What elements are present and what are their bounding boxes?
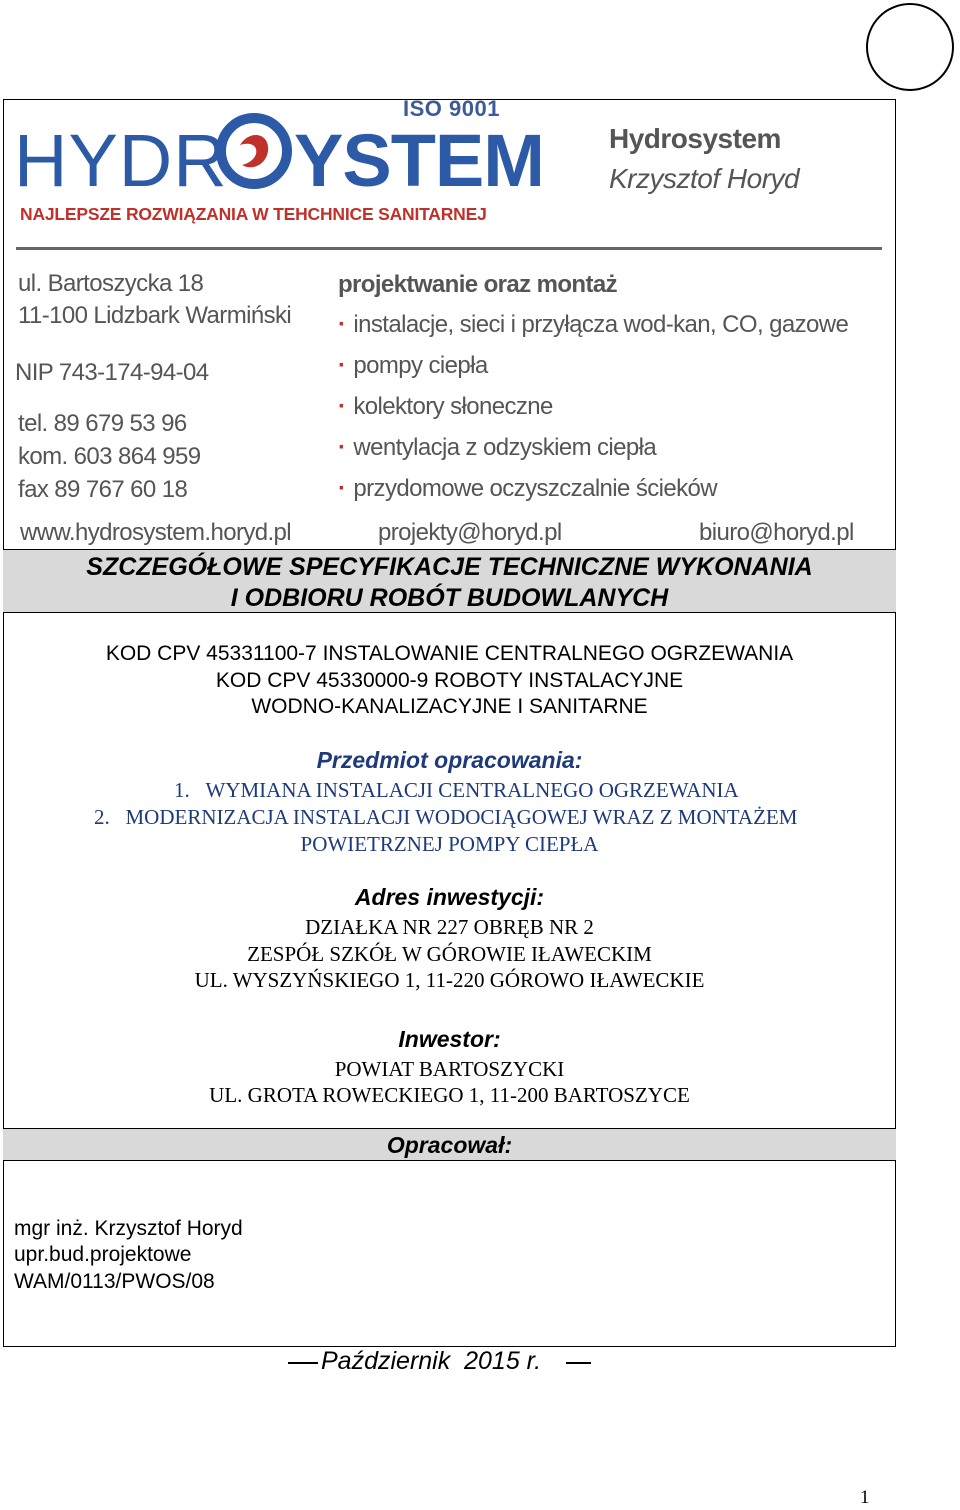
header-divider: [16, 247, 882, 250]
tagline: NAJLEPSZE ROZWIĄZANIA W TEHCHNICE SANITARNEJ: [20, 204, 487, 224]
service-item: · pompy ciepła: [338, 352, 488, 379]
stamp-circle: [866, 3, 954, 91]
subject-heading: Przedmiot opracowania:: [316, 747, 583, 773]
author-qualification: upr.bud.projektowe: [14, 1243, 192, 1266]
prepared-heading: Opracował:: [386, 1132, 513, 1158]
subject-item: 2. MODERNIZACJA INSTALACJI WODOCIĄGOWEJ WRAZ Z MONTAŻEM: [94, 805, 798, 829]
cpv-code-3: WODNO-KANALIZACYJNE I SANITARNE: [251, 695, 648, 718]
investor-line: POWIAT BARTOSZYCKI: [334, 1057, 565, 1081]
service-item: · kolektory słoneczne: [338, 393, 553, 420]
bullet-icon: ·: [338, 475, 346, 502]
service-item: · wentylacja z odzyskiem ciepła: [338, 434, 657, 461]
title-band: [3, 549, 896, 613]
logo-text-left: HYDR: [14, 119, 228, 202]
investor-heading: Inwestor:: [398, 1026, 501, 1052]
document-title-line1: SZCZEGÓŁOWE SPECYFIKACJE TECHNICZNE WYKONANIA: [86, 553, 813, 581]
bullet-icon: ·: [338, 393, 346, 420]
hydrosystem-logo: [14, 108, 544, 202]
address-street: ul. Bartoszycka 18: [18, 270, 204, 297]
service-item: · instalacje, sieci i przyłącza wod-kan, CO, gazowe: [338, 311, 849, 338]
logo-text-right: YSTEM: [294, 119, 544, 202]
address-line: UL. WYSZYŃSKIEGO 1, 11-220 GÓROWO IŁAWECKIE: [194, 968, 705, 992]
logo-emblem-icon: [221, 118, 287, 184]
date-dash-left: [288, 1362, 318, 1364]
service-item: · przydomowe oczyszczalnie ścieków: [338, 475, 718, 502]
iso-badge: ISO 9001: [403, 96, 500, 121]
bullet-icon: ·: [338, 352, 346, 379]
address-heading: Adres inwestycji:: [354, 884, 545, 910]
bullet-icon: ·: [338, 311, 346, 338]
document-date: Październik 2015 r.: [321, 1347, 542, 1375]
bullet-icon: ·: [338, 434, 346, 461]
address-line: ZESPÓŁ SZKÓŁ W GÓROWIE IŁAWECKIM: [247, 942, 652, 966]
nip-number: NIP 743-174-94-04: [15, 359, 209, 386]
subject-item-continuation: POWIETRZNEJ POMPY CIEPŁA: [300, 832, 599, 856]
company-name: Hydrosystem: [609, 123, 781, 154]
address-line: DZIAŁKA NR 227 OBRĘB NR 2: [305, 915, 594, 939]
phone-number: tel. 89 679 53 96: [18, 410, 187, 437]
company-owner: Krzysztof Horyd: [609, 163, 800, 194]
document-title-line2: I ODBIORU ROBÓT BUDOWLANYCH: [230, 584, 669, 612]
page-number: 1: [860, 1487, 870, 1508]
website-link[interactable]: www.hydrosystem.horyd.pl: [20, 519, 292, 546]
address-city: 11-100 Lidzbark Warmiński: [18, 302, 292, 329]
office-email-link[interactable]: biuro@horyd.pl: [699, 519, 854, 546]
subject-item: 1. WYMIANA INSTALACJI CENTRALNEGO OGRZEWANIA: [174, 778, 739, 802]
cpv-code-1: KOD CPV 45331100-7 INSTALOWANIE CENTRALNEGO OGRZEWANIA: [105, 642, 794, 665]
date-dash-right: [566, 1362, 591, 1364]
investor-line: UL. GROTA ROWECKIEGO 1, 11-200 BARTOSZYCE: [209, 1083, 690, 1107]
cpv-code-2: KOD CPV 45330000-9 ROBOTY INSTALACYJNE: [215, 669, 684, 692]
mobile-number: kom. 603 864 959: [18, 443, 201, 470]
prepared-band: [3, 1128, 896, 1161]
author-name: mgr inż. Krzysztof Horyd: [14, 1217, 243, 1240]
services-heading: projektwanie oraz montaż: [338, 271, 617, 298]
author-license: WAM/0113/PWOS/08: [14, 1270, 215, 1293]
fax-number: fax 89 767 60 18: [18, 476, 188, 503]
projects-email-link[interactable]: projekty@horyd.pl: [378, 519, 562, 546]
